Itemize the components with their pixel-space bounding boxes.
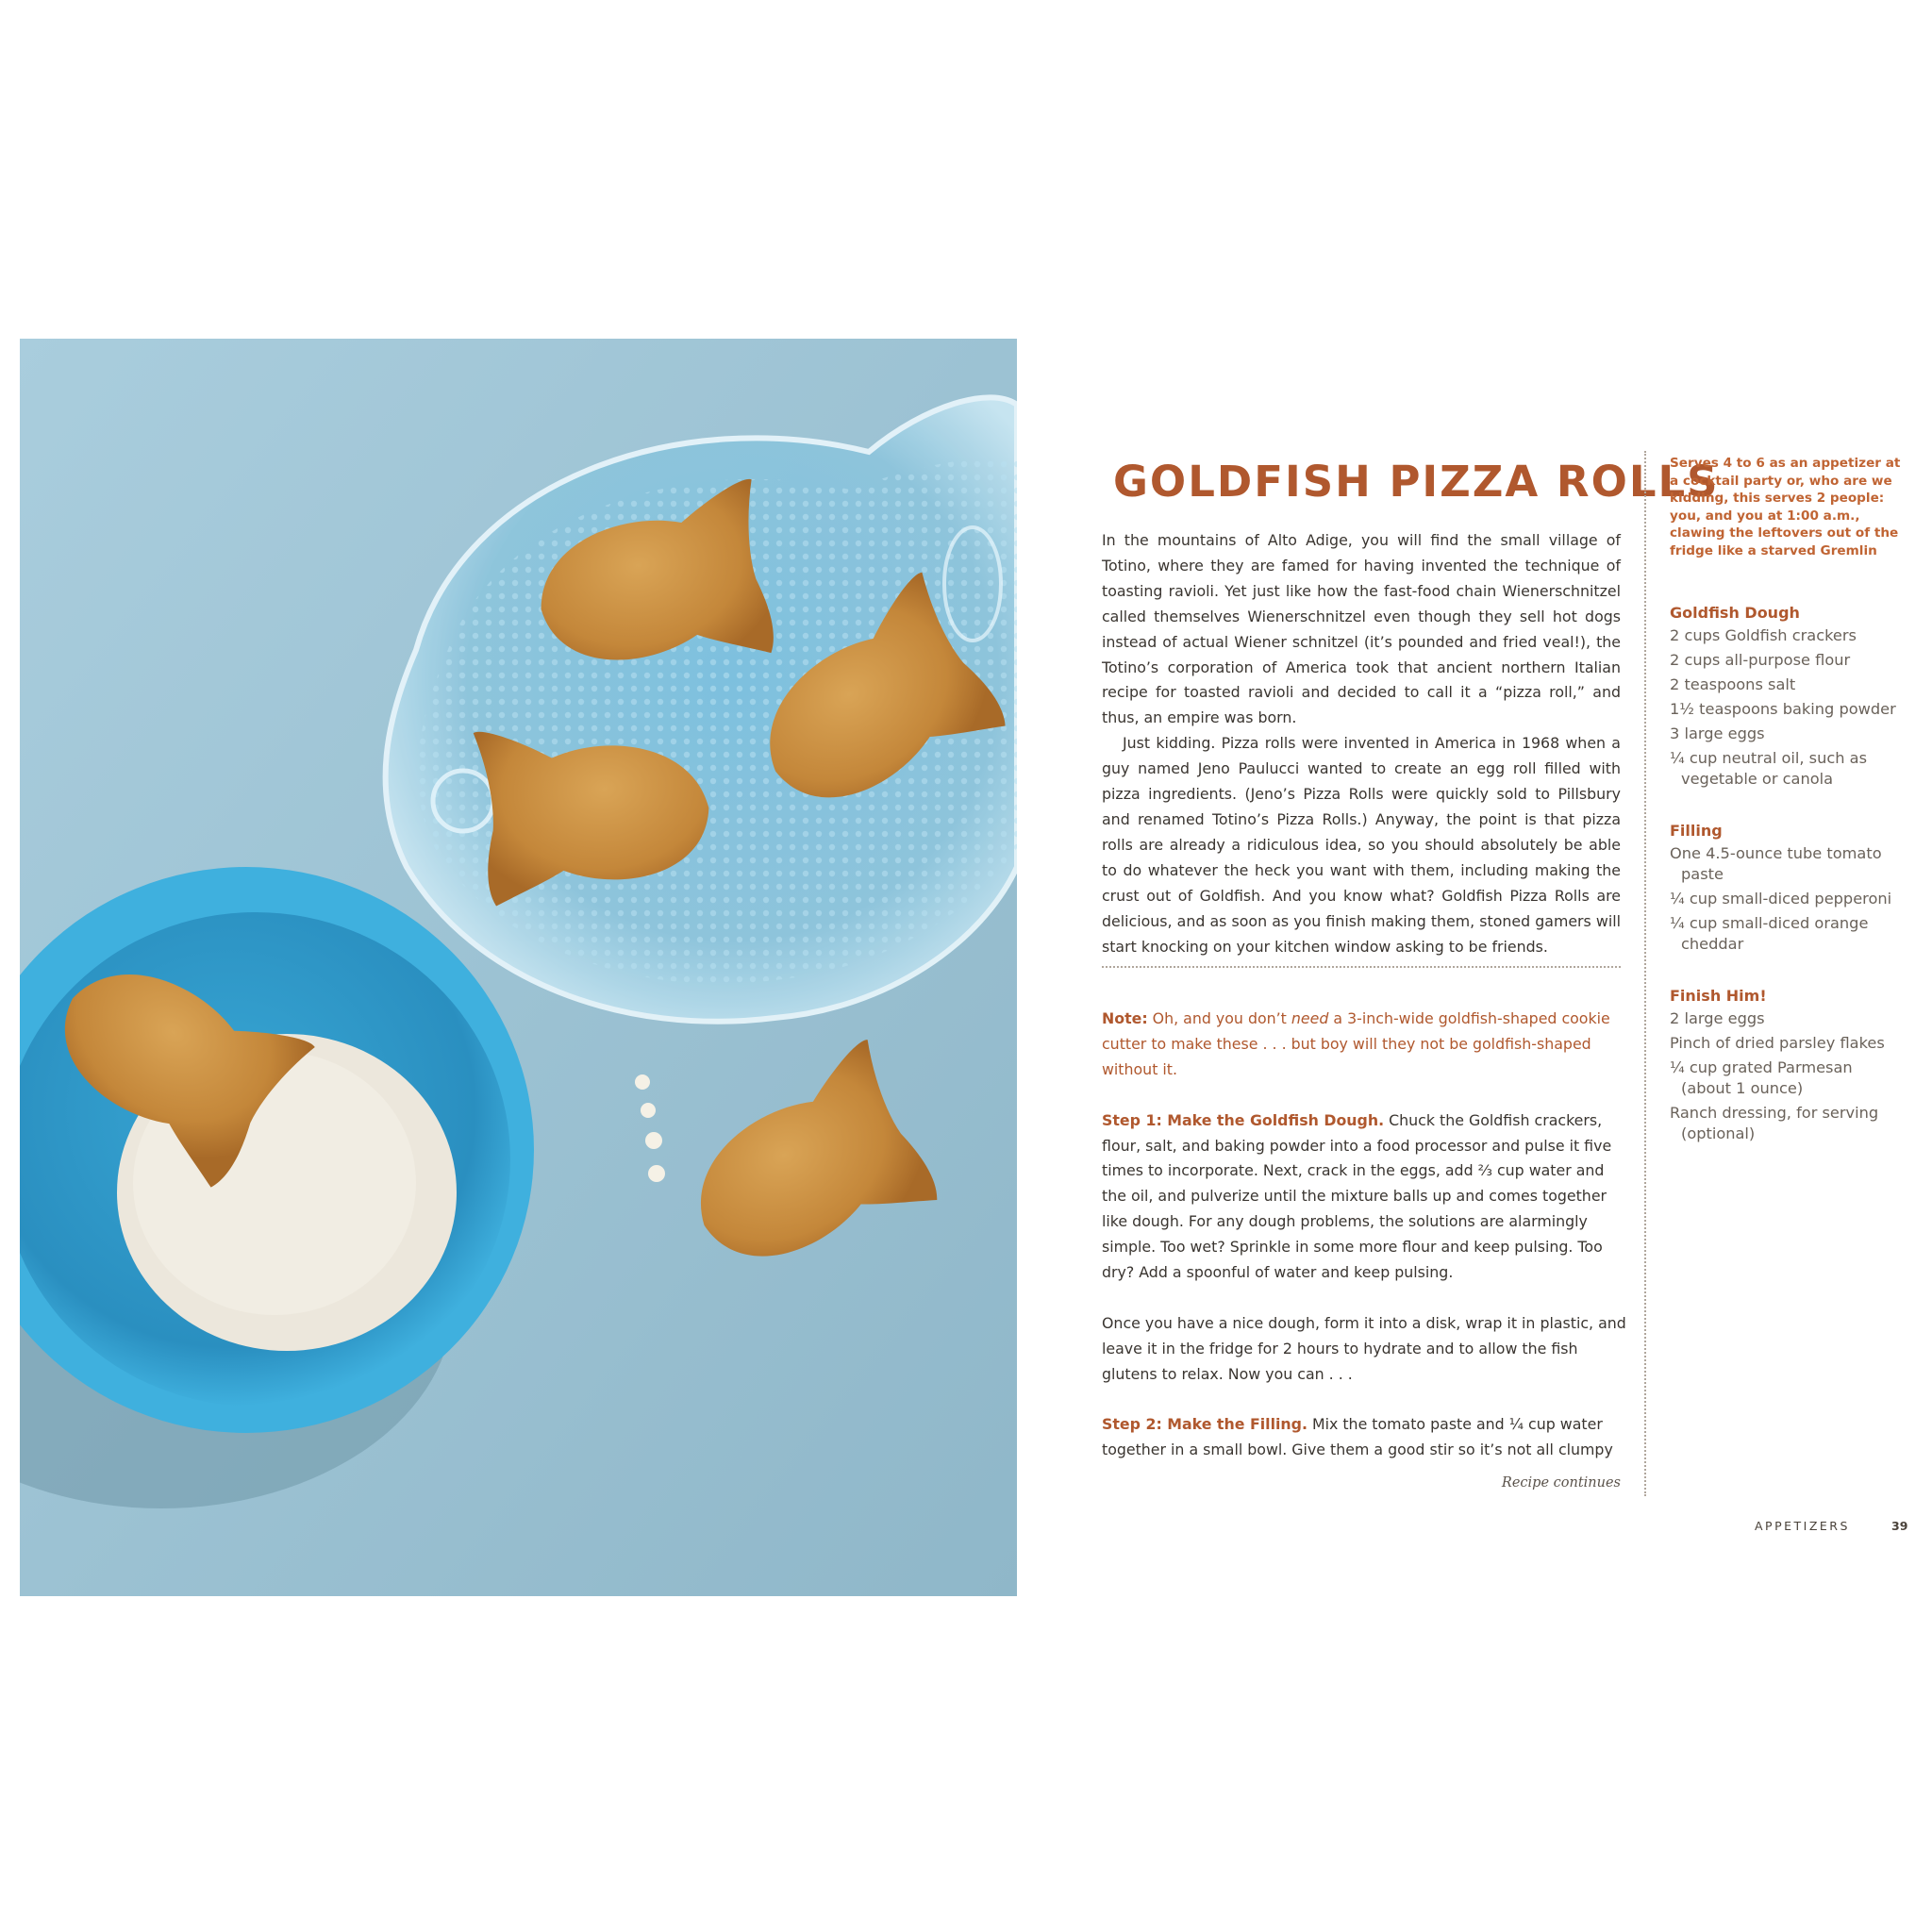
ingredient-list [1670,843,1906,955]
ingredient-item: 1½ teaspoons baking powder [1670,700,1896,718]
ingredient-item: One 4.5-ounce tube tomato paste [1670,844,1882,883]
ingredients-goldfish-dough [1670,604,1906,793]
recipe-title: GOLDFISH PIZZA ROLLS [1113,457,1720,507]
recipe-method [1102,1007,1630,1489]
column-divider [1644,451,1646,1496]
ingredient-item: 2 cups all-purpose flour [1670,651,1851,669]
step-1-continued: Once you have a nice dough, form it into a disk, wrap it in plastic, and leave it in the fridge for 2 hours to hydrate and to allow the fish glutens to relax. Now you can . . . [1102,1313,1626,1383]
ingredient-heading: Filling [1670,822,1723,840]
recipe-intro [1102,528,1621,959]
step-2: Step 2: Make the Filling. Mix the tomato paste and ¼ cup water together in a small bowl. Give them a good stir so it’s not all clumpy [1102,1415,1613,1459]
ingredient-heading: Goldfish Dough [1670,604,1800,622]
ingredients-filling [1670,822,1906,958]
ingredient-item: ¼ cup small-diced pepperoni [1670,890,1892,908]
ingredient-item: 2 teaspoons salt [1670,675,1796,693]
recipe-photo [20,339,1017,1596]
ingredient-heading: Finish Him! [1670,987,1767,1005]
running-footer-section: APPETIZERS [1755,1519,1850,1533]
step-2-label: Step 2: Make the Filling. [1102,1415,1307,1434]
serves-note: Serves 4 to 6 as an appetizer at a cocktail party or, who are we kidding, this serves 2 people: you, and you at 1:00 a.m., clawing the leftovers out of the fridge like a starved Gremlin [1670,456,1901,558]
intro-paragraph: In the mountains of Alto Adige, you will find the small village of Totino, where they are famed for having invented the technique of toasting ravioli. Yet just like how the fast-food chain Wienerschnitzel called themselves Wienerschnitzel even though they sell hot dogs instead of actual Wiener schnitzel (it’s pounded and fried veal!), the Totino’s corporation of America took that ancient northern Italian recipe for toasted ravioli and decided to call it a “pizza roll,” and thus, an empire was born. [1102,531,1621,727]
recipe-continues: Recipe continues [1501,1475,1621,1491]
ingredient-item: 3 large eggs [1670,724,1765,742]
intro-paragraph: Just kidding. Pizza rolls were invented in America in 1968 when a guy named Jeno Paulucci wanted to create an egg roll filled with pizza ingredients. (Jeno’s Pizza Rolls were quickly sold to Pillsbury and renamed Totino’s Pizza Rolls.) Anyway, the point is that pizza rolls are already a ridiculous idea, so you should absolutely be able to do whatever the heck you want with them, including making the crust out of Goldfish. And you know what? Goldfish Pizza Rolls are delicious, and as soon as you finish making them, stoned gamers will start knocking on your kitchen window asking to be friends. [1102,734,1621,956]
note-label: Note: [1102,1009,1148,1027]
ingredients-finish-him [1670,987,1906,1148]
note: Note: Oh, and you don’t need a 3-inch-wide goldfish-shaped cookie cutter to make these . . . but boy will they not be goldfish-shaped without it. [1102,1009,1610,1078]
ingredient-item: 2 large eggs [1670,1009,1765,1027]
note-emphasis: need [1291,1009,1329,1027]
ingredient-item: 2 cups Goldfish crackers [1670,626,1857,644]
ingredient-item: ¼ cup small-diced orange cheddar [1670,914,1869,953]
ingredient-item: Pinch of dried parsley flakes [1670,1034,1885,1052]
ingredient-list [1670,625,1906,790]
ingredient-item: Ranch dressing, for serving (optional) [1670,1104,1879,1142]
step-1-label: Step 1: Make the Goldfish Dough. [1102,1110,1385,1129]
ingredient-item: ¼ cup grated Parmesan (about 1 ounce) [1670,1058,1853,1097]
step-1: Step 1: Make the Goldfish Dough. Chuck the Goldfish crackers, flour, salt, and baking powder into a food processor and pulse it five times to incorporate. Next, crack in the eggs, add ⅔ cup water and the oil, and pulverize until the mixture balls up and comes together like dough. For any dough problems, the solutions are alarmingly simple. Too wet? Sprinkle in some more flour and keep pulsing. Too dry? Add a spoonful of water and keep pulsing. [1102,1110,1612,1282]
ingredient-list [1670,1008,1906,1144]
page-number: 39 [1891,1519,1908,1533]
section-divider [1102,966,1621,968]
ingredient-item: ¼ cup neutral oil, such as vegetable or canola [1670,749,1867,788]
